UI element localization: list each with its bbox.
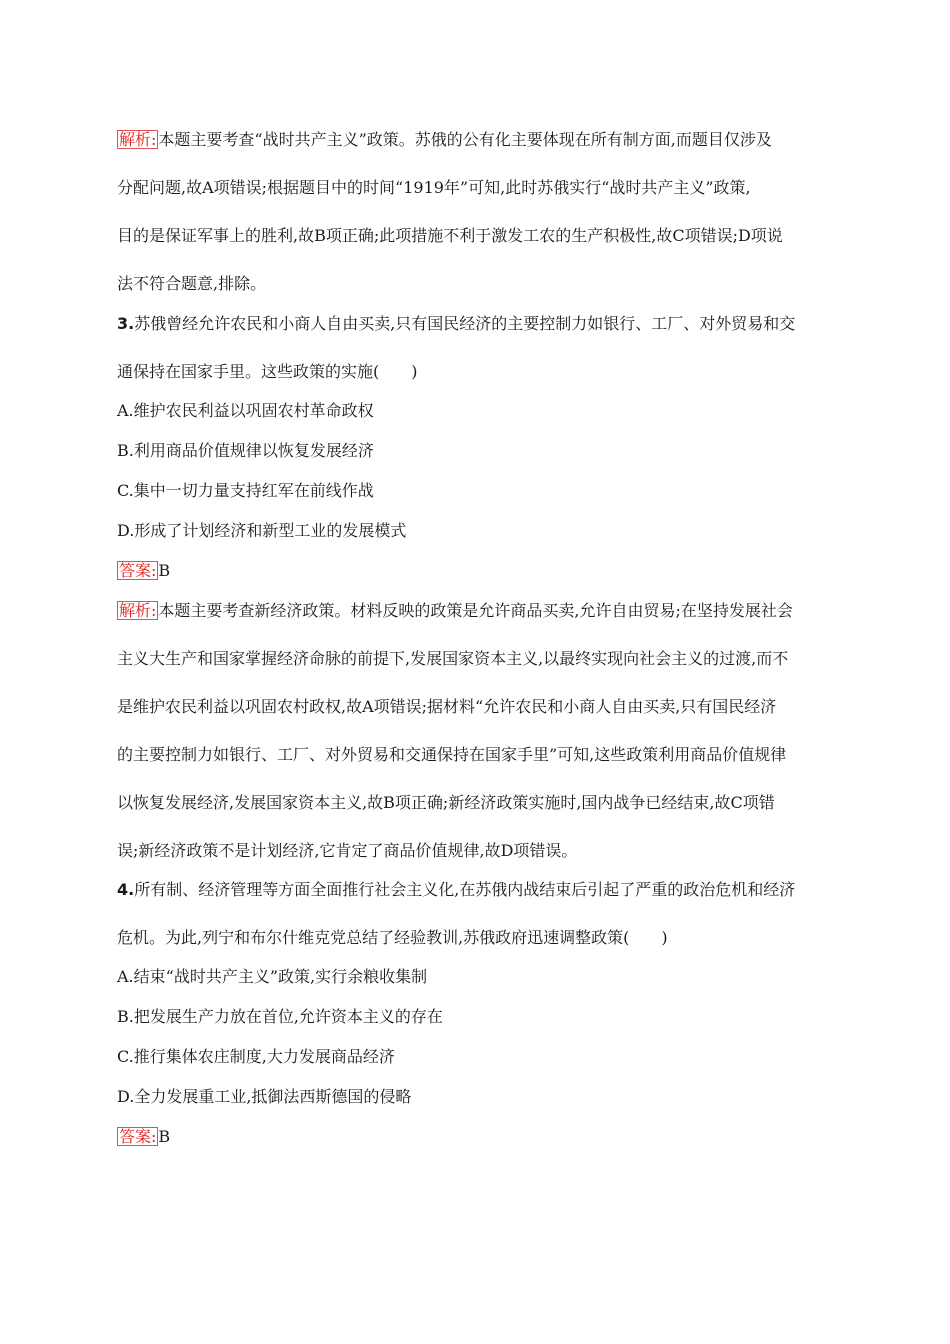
q4-number: 4. bbox=[117, 880, 135, 899]
q4-answer: 答案: B bbox=[119, 1127, 171, 1146]
q4-option-d: D.全力发展重工业,抵御法西斯德国的侵略 bbox=[117, 1087, 412, 1106]
q3-option-d: D.形成了计划经济和新型工业的发展模式 bbox=[117, 521, 407, 540]
q4-option-c: C.推行集体农庄制度,大力发展商品经济 bbox=[117, 1047, 395, 1066]
q2-analysis-line-1: 解析: 本题主要考查“战时共产主义”政策。苏俄的公有化主要体现在所有制方面,而题目仅涉及 bbox=[119, 130, 772, 149]
q3-analysis-line-2: 主义大生产和国家掌握经济命脉的前提下,发展国家资本主义,以最终实现向社会主义的过渡,而不 bbox=[117, 649, 789, 668]
q3-analysis-line-5: 以恢复发展经济,发展国家资本主义,故B项正确;新经济政策实施时,国内战争已经结束,故C项错 bbox=[117, 793, 775, 812]
q3-analysis-line-3: 是维护农民利益以巩固农村政权,故A项错误;据材料“允许农民和小商人自由买卖,只有国民经济 bbox=[117, 697, 777, 716]
q3-stem-line-1: 3.苏俄曾经允许农民和小商人自由买卖,只有国民经济的主要控制力如银行、工厂、对外贸易和交 bbox=[117, 314, 796, 333]
answer-label: 答案: bbox=[119, 561, 157, 580]
q3-analysis-line-6: 误;新经济政策不是计划经济,它肯定了商品价值规律,故D项错误。 bbox=[117, 841, 578, 860]
q3-answer: 答案: B bbox=[119, 561, 171, 580]
q2-analysis-line-2: 分配问题,故A项错误;根据题目中的时间“1919年”可知,此时苏俄实行“战时共产主义”政策, bbox=[117, 178, 751, 197]
q3-analysis-line-4: 的主要控制力如银行、工厂、对外贸易和交通保持在国家手里”可知,这些政策利用商品价值规律 bbox=[117, 745, 787, 764]
answer-label: 答案: bbox=[119, 1127, 157, 1146]
q3-analysis-line-1: 解析: 本题主要考查新经济政策。材料反映的政策是允许商品买卖,允许自由贸易;在坚持发展社会 bbox=[119, 601, 793, 620]
q3-number: 3. bbox=[117, 314, 135, 333]
q3-option-a: A.维护农民利益以巩固农村革命政权 bbox=[117, 401, 374, 420]
q3-option-c: C.集中一切力量支持红军在前线作战 bbox=[117, 481, 374, 500]
analysis-label: 解析: bbox=[119, 130, 157, 149]
q2-analysis-line-3: 目的是保证军事上的胜利,故B项正确;此项措施不利于激发工农的生产积极性,故C项错误;D项说 bbox=[117, 226, 783, 245]
q2-analysis-line-4: 法不符合题意,排除。 bbox=[117, 274, 267, 293]
q4-option-a: A.结束“战时共产主义”政策,实行余粮收集制 bbox=[117, 967, 428, 986]
q3-option-b: B.利用商品价值规律以恢复发展经济 bbox=[117, 441, 374, 460]
q3-stem-line-2: 通保持在国家手里。这些政策的实施( ) bbox=[117, 362, 418, 381]
q4-stem-line-2: 危机。为此,列宁和布尔什维克党总结了经验教训,苏俄政府迅速调整政策( ) bbox=[117, 928, 668, 947]
q4-stem-line-1: 4.所有制、经济管理等方面全面推行社会主义化,在苏俄内战结束后引起了严重的政治危机和经济 bbox=[117, 880, 796, 899]
analysis-label: 解析: bbox=[119, 601, 157, 620]
q4-option-b: B.把发展生产力放在首位,允许资本主义的存在 bbox=[117, 1007, 443, 1026]
